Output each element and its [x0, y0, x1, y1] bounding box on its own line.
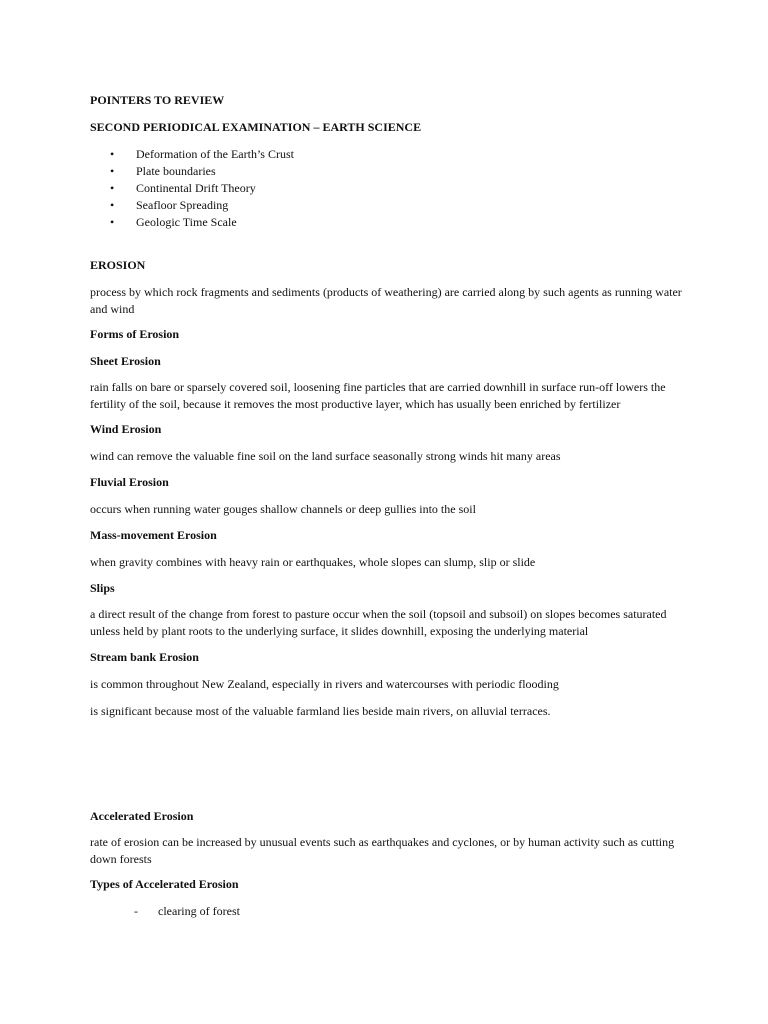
bullet-icon: • — [110, 215, 115, 229]
fluvial-erosion-heading: Fluvial Erosion — [90, 475, 169, 489]
topic-list — [110, 146, 294, 231]
erosion-heading: EROSION — [90, 258, 146, 272]
fluvial-erosion-text: occurs when running water gouges shallow channels or deep gullies into the soil — [90, 502, 476, 516]
list-item — [134, 903, 240, 920]
forms-heading: Forms of Erosion — [90, 327, 180, 341]
bullet-icon: • — [110, 147, 115, 161]
sheet-erosion-text: rain falls on bare or sparsely covered soil, loosening fine particles that are carried downhill in surface run-off lowers the fertility of the soil, because it removes the most productive layer, which has usually been enriched by fertilizer — [90, 380, 666, 411]
accelerated-types-heading: Types of Accelerated Erosion — [90, 877, 239, 891]
dash-icon: - — [134, 904, 138, 918]
list-item: • Plate boundaries — [110, 164, 216, 178]
bullet-icon: • — [110, 164, 115, 178]
slips-text: a direct result of the change from forest to pasture occur when the soil (topsoil and subsoil) on slopes becomes saturated unless held by plant roots to the underlying surface, it slides downhill, exposing the underlying material — [90, 607, 667, 638]
stream-bank-text-1: is common throughout New Zealand, especially in rivers and watercourses with periodic flooding — [90, 677, 559, 691]
doc-subtitle: SECOND PERIODICAL EXAMINATION – EARTH SCIENCE — [90, 120, 422, 134]
list-item: • Geologic Time Scale — [110, 215, 237, 229]
wind-erosion-heading: Wind Erosion — [90, 422, 162, 436]
accelerated-heading: Accelerated Erosion — [90, 809, 194, 823]
wind-erosion-text: wind can remove the valuable fine soil on the land surface seasonally strong winds hit many areas — [90, 449, 561, 463]
accelerated-type: clearing of forest — [158, 904, 240, 918]
list-item: • Deformation of the Earth’s Crust — [110, 147, 294, 161]
stream-bank-text-2: is significant because most of the valuable farmland lies beside main rivers, on alluvial terraces. — [90, 704, 551, 718]
slips-heading: Slips — [90, 581, 115, 595]
list-item: • Seafloor Spreading — [110, 198, 229, 212]
mass-movement-heading: Mass-movement Erosion — [90, 528, 217, 542]
bullet-icon: • — [110, 181, 115, 195]
accelerated-definition: rate of erosion can be increased by unusual events such as earthquakes and cyclones, or by human activity such as cutting down forests — [90, 835, 675, 866]
list-item: • Continental Drift Theory — [110, 181, 256, 195]
mass-movement-text: when gravity combines with heavy rain or earthquakes, whole slopes can slump, slip or slide — [90, 555, 536, 569]
doc-title: POINTERS TO REVIEW — [90, 93, 225, 107]
bullet-icon: • — [110, 198, 115, 212]
stream-bank-heading: Stream bank Erosion — [90, 650, 199, 664]
sheet-erosion-heading: Sheet Erosion — [90, 354, 161, 368]
erosion-definition: process by which rock fragments and sediments (products of weathering) are carried along by such agents as running water and wind — [90, 285, 682, 316]
